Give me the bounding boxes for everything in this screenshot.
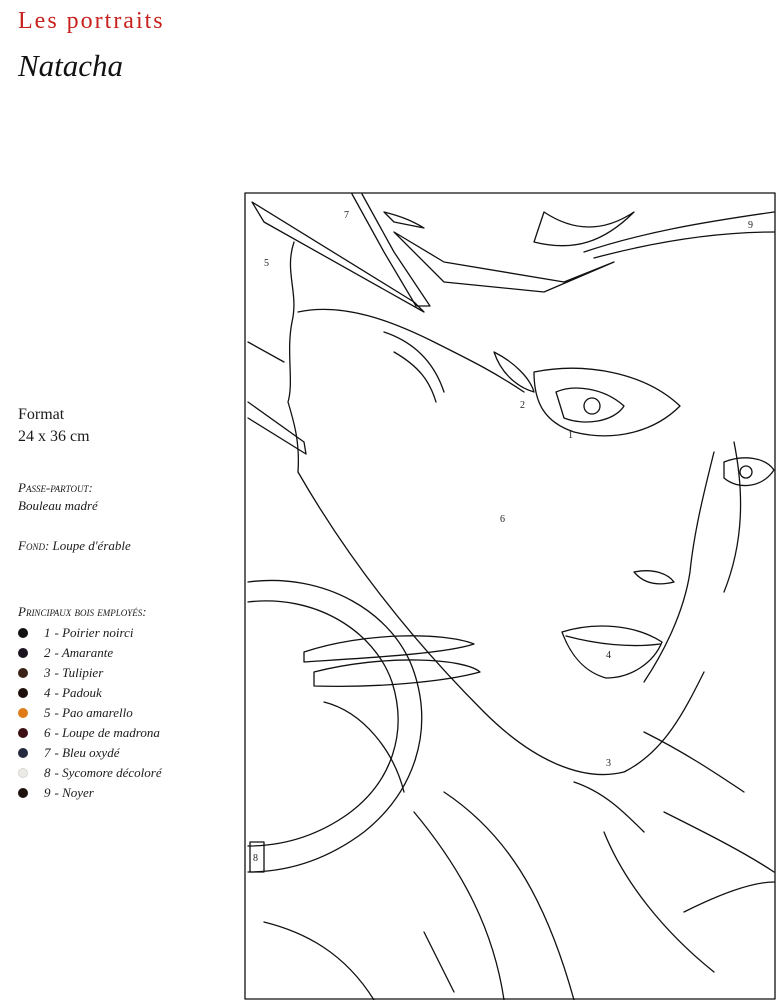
brow-line bbox=[298, 309, 524, 392]
wood-item bbox=[18, 643, 162, 663]
wood-item bbox=[18, 783, 162, 803]
wood-color-dot bbox=[18, 788, 28, 798]
cheek-line bbox=[724, 442, 741, 592]
right-iris bbox=[740, 466, 752, 478]
hair-strand bbox=[534, 212, 634, 246]
passe-partout-label: Passe-partout: bbox=[18, 480, 93, 495]
zone-label: 4 bbox=[606, 650, 611, 661]
hair-strand bbox=[584, 212, 774, 258]
nose-line bbox=[644, 452, 714, 682]
shoulder-line bbox=[604, 812, 774, 972]
hair-strand bbox=[384, 212, 424, 228]
drawing-frame bbox=[245, 193, 775, 999]
marquetry-line-drawing bbox=[244, 192, 776, 1000]
wood-name: - Noyer bbox=[54, 785, 94, 800]
shoulder-line bbox=[444, 792, 574, 1000]
face-contour bbox=[288, 242, 298, 472]
wood-number: 6 bbox=[44, 725, 51, 740]
wood-color-dot bbox=[18, 688, 28, 698]
wood-color-dot bbox=[18, 668, 28, 678]
wood-name: - Pao amarello bbox=[54, 705, 133, 720]
woods-list bbox=[18, 623, 162, 803]
left-eye-inner bbox=[556, 388, 624, 422]
wood-number: 8 bbox=[44, 765, 51, 780]
wood-name: - Poirier noirci bbox=[54, 625, 134, 640]
wood-color-dot bbox=[18, 768, 28, 778]
hair-strand bbox=[394, 232, 614, 292]
wood-name: - Bleu oxydé bbox=[54, 745, 120, 760]
shoulder-line bbox=[264, 922, 374, 1000]
wood-number: 7 bbox=[44, 745, 51, 760]
wood-name: - Tulipier bbox=[54, 665, 104, 680]
necklace-detail bbox=[424, 932, 454, 992]
fond-value: Loupe d'érable bbox=[52, 538, 131, 553]
shoulder-line bbox=[684, 882, 774, 912]
zone-label: 2 bbox=[520, 400, 525, 411]
wood-item bbox=[18, 623, 162, 643]
zone-label: 8 bbox=[253, 853, 258, 864]
series-title: Les portraits bbox=[18, 8, 165, 34]
wood-number: 4 bbox=[44, 685, 51, 700]
wood-number: 5 bbox=[44, 705, 51, 720]
left-iris bbox=[584, 398, 600, 414]
swirl-ribbon bbox=[304, 636, 474, 662]
swirl-ribbon bbox=[324, 702, 404, 792]
earring-outer bbox=[248, 580, 422, 872]
format-label: Format bbox=[18, 406, 65, 423]
wood-item bbox=[18, 723, 162, 743]
zone-label: 1 bbox=[568, 430, 573, 441]
wood-name: - Sycomore décoloré bbox=[54, 765, 162, 780]
wood-color-dot bbox=[18, 628, 28, 638]
hat-band bbox=[352, 194, 430, 306]
wood-color-dot bbox=[18, 728, 28, 738]
wood-item bbox=[18, 663, 162, 683]
hat-band bbox=[252, 202, 424, 312]
fond-label: Fond: bbox=[18, 538, 50, 553]
wood-name: - Padouk bbox=[54, 685, 102, 700]
wood-number: 2 bbox=[44, 645, 51, 660]
nostril bbox=[634, 571, 674, 584]
wood-number: 9 bbox=[44, 785, 51, 800]
wood-color-dot bbox=[18, 748, 28, 758]
fond-line bbox=[18, 538, 131, 554]
zone-label: 3 bbox=[606, 758, 611, 769]
wood-name: - Amarante bbox=[54, 645, 114, 660]
wood-item bbox=[18, 703, 162, 723]
woods-heading: Principaux bois employés: bbox=[18, 604, 147, 619]
wood-item bbox=[18, 763, 162, 783]
wood-number: 1 bbox=[44, 625, 51, 640]
shoulder-line bbox=[414, 812, 504, 1000]
portrait-outline-svg bbox=[244, 192, 776, 1000]
portrait-title: Natacha bbox=[18, 48, 124, 83]
right-eye bbox=[724, 458, 774, 486]
left-eye bbox=[534, 368, 680, 436]
lips bbox=[562, 626, 662, 678]
wood-number: 3 bbox=[44, 665, 51, 680]
wood-color-dot bbox=[18, 648, 28, 658]
zone-label: 9 bbox=[748, 220, 753, 231]
passe-partout-value: Bouleau madré bbox=[18, 498, 98, 513]
format-value: 24 x 36 cm bbox=[18, 428, 90, 445]
wood-item bbox=[18, 683, 162, 703]
neck-line bbox=[574, 732, 744, 832]
wood-item bbox=[18, 743, 162, 763]
zone-label: 5 bbox=[264, 258, 269, 269]
lips-line bbox=[566, 636, 660, 646]
wood-name: - Loupe de madrona bbox=[54, 725, 160, 740]
zone-label: 7 bbox=[344, 210, 349, 221]
wood-color-dot bbox=[18, 708, 28, 718]
zone-label: 6 bbox=[500, 514, 505, 525]
